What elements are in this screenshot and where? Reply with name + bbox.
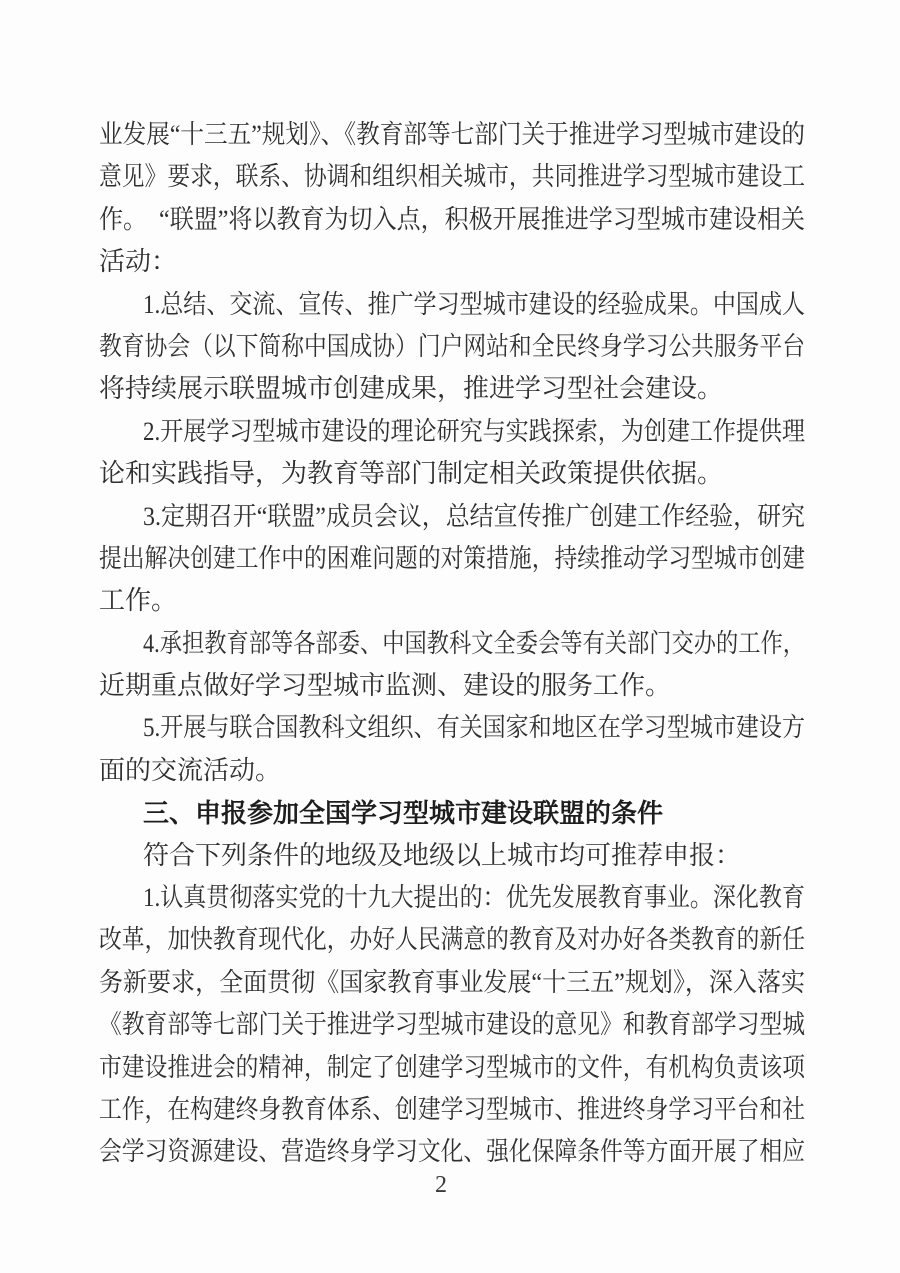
document-line-text: 4.承担教育部等各部委、中国教科文全委会等有关部门交办的工作，	[143, 628, 805, 658]
document-line	[99, 835, 805, 877]
document-line	[99, 326, 805, 368]
document-line	[99, 156, 805, 198]
document-line	[99, 1004, 805, 1046]
document-line	[99, 919, 805, 961]
document-line	[99, 962, 805, 1004]
document-line	[99, 368, 805, 410]
document-line-text: 教育协会（以下简称中国成协）门户网站和全民终身学习公共服务平台	[99, 331, 805, 361]
document-line-text: 市建设推进会的精神，制定了创建学习型城市的文件，有机构负责该项	[99, 1052, 805, 1082]
document-line-text: 提出解决创建工作中的困难问题的对策措施，持续推动学习型城市创建	[99, 543, 805, 573]
document-line	[99, 538, 805, 580]
document-line-text: 工作，在构建终身教育体系、创建学习型城市、推进终身学习平台和社	[99, 1094, 805, 1124]
document-line-text: 业发展“十三五”规划》、《教育部等七部门关于推进学习型城市建设的	[99, 120, 805, 149]
page-number: 2	[435, 1172, 447, 1198]
document-line-text: 改革，加快教育现代化，办好人民满意的教育及对办好各类教育的新任	[99, 925, 805, 955]
document-line	[99, 750, 805, 792]
document-line-text: 面的交流活动。	[99, 755, 282, 785]
document-line	[99, 665, 805, 707]
document-line	[99, 496, 805, 538]
document-line-text: 意见》要求，联系、协调和组织相关城市，共同推进学习型城市建设工	[99, 162, 805, 192]
document-line-text: 会学习资源建设、营造终身学习文化、强化保障条件等方面开展了相应	[99, 1137, 805, 1167]
document-line	[99, 241, 805, 283]
document-line-text: 5.开展与联合国教科文组织、有关国家和地区在学习型城市建设方	[143, 713, 805, 743]
document-text-block	[99, 114, 805, 1174]
document-line-text: 《教育部等七部门关于推进学习型城市建设的意见》和教育部学习型城	[99, 1010, 805, 1040]
document-line-text: 3.定期召开“联盟”成员会议，总结宣传推广创建工作经验，研究	[143, 501, 805, 531]
document-line	[99, 877, 805, 919]
document-line-text: 活动：	[99, 247, 178, 277]
document-line	[99, 1089, 805, 1131]
document-line-text: 论和实践指导，为教育等部门制定相关政策提供依据。	[99, 459, 724, 489]
document-line-text: 将持续展示联盟城市创建成果，推进学习型社会建设。	[99, 374, 724, 404]
document-line	[99, 199, 805, 241]
document-line	[99, 284, 805, 326]
document-line-text: 符合下列条件的地级及地级以上城市均可推荐申报：	[143, 840, 742, 870]
document-line	[99, 411, 805, 453]
document-line-text: 2.开展学习型城市建设的理论研究与实践探索，为创建工作提供理	[143, 416, 805, 446]
document-line	[99, 623, 805, 665]
document-line-text: 作。 “联盟”将以教育为切入点，积极开展推进学习型城市建设相关	[99, 204, 805, 234]
document-line-text: 近期重点做好学习型城市监测、建设的服务工作。	[99, 671, 672, 701]
document-line-text: 务新要求，全面贯彻《国家教育事业发展“十三五”规划》，深入落实	[99, 967, 805, 997]
document-line	[99, 580, 805, 622]
document-line	[99, 707, 805, 749]
section-heading	[99, 792, 805, 834]
document-line-text: 工作。	[99, 586, 178, 616]
document-line-text: 三、申报参加全国学习型城市建设联盟的条件	[143, 798, 664, 829]
document-line	[99, 1047, 805, 1089]
document-line	[99, 453, 805, 495]
document-line	[99, 114, 805, 156]
document-line-text: 1.认真贯彻落实党的十九大提出的：优先发展教育事业。深化教育	[143, 883, 805, 913]
document-line-text: 1.总结、交流、宣传、推广学习型城市建设的经验成果。中国成人	[143, 289, 805, 319]
